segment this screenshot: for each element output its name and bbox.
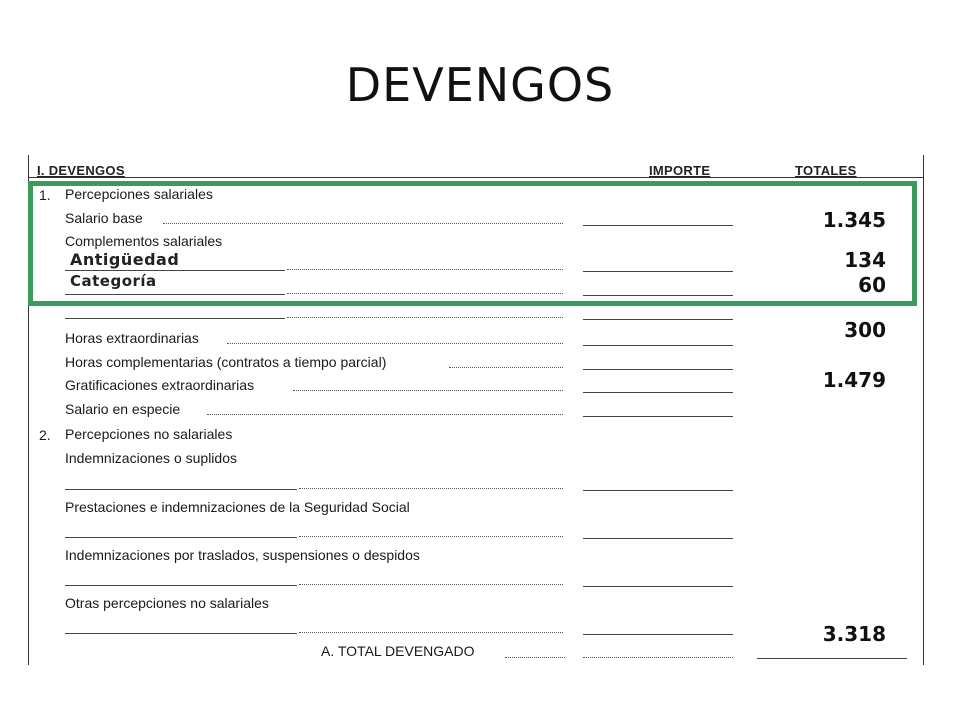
- value-categoria: 60: [858, 273, 886, 297]
- traslados-label: Indemnizaciones por traslados, suspensiones o despidos: [65, 547, 420, 563]
- total-dots: [505, 657, 565, 658]
- prestaciones-importe-line: [583, 538, 733, 539]
- otras-dots: [299, 632, 563, 633]
- prestaciones-dots: [299, 536, 563, 537]
- categoria-label: Categoría: [70, 272, 157, 290]
- prestaciones-line: [65, 537, 297, 538]
- horas-extra-dots: [227, 343, 563, 344]
- value-gratificaciones: 1.479: [822, 368, 886, 392]
- otras-line: [65, 633, 297, 634]
- traslados-dots: [299, 584, 563, 585]
- value-antiguedad: 134: [844, 248, 886, 272]
- gratificaciones-importe-line: [583, 392, 733, 393]
- horas-compl-importe-line: [583, 369, 733, 370]
- antiguedad-label: Antigüedad: [70, 250, 180, 269]
- value-salario-base: 1.345: [822, 208, 886, 232]
- horas-extra-importe-line: [583, 345, 733, 346]
- salario-base-label: Salario base: [65, 210, 143, 226]
- total-totales-line: [757, 658, 907, 659]
- otras-label: Otras percepciones no salariales: [65, 595, 269, 611]
- indemnizaciones-dots: [299, 488, 563, 489]
- slide-title: DEVENGOS: [345, 58, 615, 112]
- gratificaciones-label: Gratificaciones extraordinarias: [65, 377, 255, 393]
- traslados-importe-line: [583, 586, 733, 587]
- especie-label: Salario en especie: [65, 401, 181, 417]
- total-importe-dots: [583, 657, 733, 658]
- indemnizaciones-line: [65, 489, 297, 490]
- indemnizaciones-label: Indemnizaciones o suplidos: [65, 450, 237, 466]
- section-1-number: 1.: [39, 187, 51, 203]
- especie-importe-line: [583, 416, 733, 417]
- total-devengado-label: A. TOTAL DEVENGADO: [321, 643, 475, 659]
- horas-extra-label: Horas extraordinarias: [65, 330, 199, 346]
- otras-importe-line: [583, 634, 733, 635]
- gratificaciones-dots: [293, 390, 563, 391]
- complemento-3-importe-line: [583, 319, 733, 320]
- horas-compl-dots: [449, 367, 563, 368]
- value-horas-extra: 300: [844, 318, 886, 342]
- traslados-line: [65, 585, 297, 586]
- form-header-importe: IMPORTE: [649, 163, 711, 178]
- complementos-label: Complementos salariales: [65, 233, 223, 249]
- value-total: 3.318: [822, 622, 886, 646]
- especie-dots: [207, 414, 563, 415]
- horas-compl-label: Horas complementarias (contratos a tiempo parcial): [65, 354, 387, 370]
- section-2-label: Percepciones no salariales: [65, 426, 233, 442]
- complemento-3-dots: [287, 317, 563, 318]
- prestaciones-label: Prestaciones e indemnizaciones de la Seguridad Social: [65, 499, 410, 515]
- form-header-totales: TOTALES: [795, 163, 857, 178]
- complemento-3-line: [65, 318, 285, 319]
- header-rule: [29, 177, 923, 178]
- section-2-number: 2.: [39, 427, 51, 443]
- indemnizaciones-importe-line: [583, 490, 733, 491]
- section-1-label: Percepciones salariales: [65, 186, 213, 202]
- form-header-section: I. DEVENGOS: [37, 163, 125, 178]
